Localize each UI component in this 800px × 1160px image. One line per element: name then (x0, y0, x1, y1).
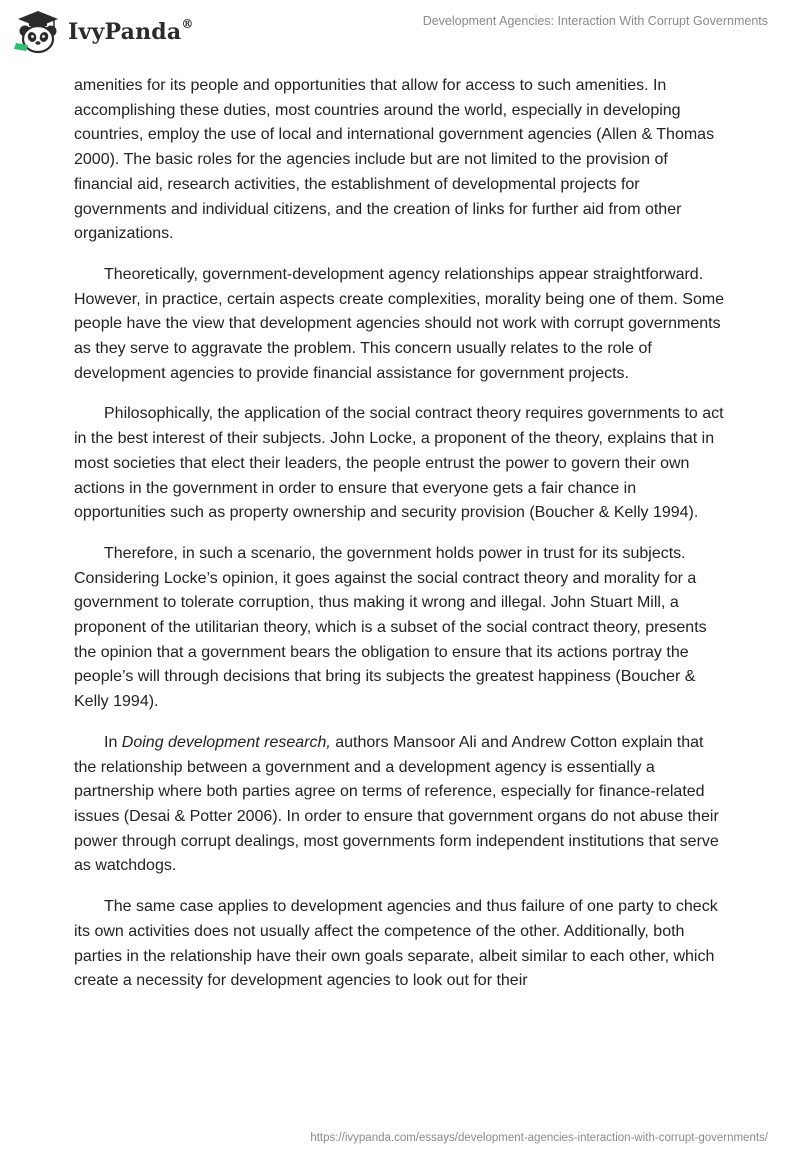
page-header (0, 0, 800, 64)
paragraph-6: The same case applies to development agencies and thus failure of one party to check its own activities does not usually affect the competence of the other. Additionally, both parties in the relationship have their own goals separate, albeit similar to each other, which create a necessity for development agencies to look out for their (74, 898, 718, 990)
logo-wordmark: IvyPanda® (68, 17, 194, 45)
paragraph-1: amenities for its people and opportunities that allow for access to such amenities. In accomplishing these duties, most countries around the world, especially in developing countries, employ the use of local and international government agencies (Allen & Thomas 2000). The basic roles for the agencies include but are not limited to the provision of financial aid, research activities, the establishment of developmental projects for governments and individual citizens, and the creation of links for further aid from other organizations. (74, 77, 715, 243)
paragraph-4: Therefore, in such a scenario, the government holds power in trust for its subjects. Considering Locke’s opinion, it goes against the social contract theory and morality for a government to tolerate corruption, thus making it wrong and illegal. John Stuart Mill, a proponent of the utilitarian theory, which is a subset of the social contract theory, presents the opinion that a government bears the obligation to ensure that its actions portray the people’s will through decisions that bring its subjects the greatest happiness (Boucher & Kelly 1994). (74, 544, 707, 711)
paragraph-5 (74, 731, 726, 879)
paragraph-5-text: authors Mansoor Ali and Andrew Cotton explain that the relationship between a government and a development agency is essentially a partnership where both parties agree on terms of reference, especially for finance-related issues (Desai & Potter 2006). In order to ensure that government organs do not abuse their power through corrupt dealings, most governments form independent institutions that serve as watchdogs. (74, 733, 719, 875)
document-title: Development Agencies: Interaction With Corrupt Governments (422, 14, 768, 28)
ivypanda-logo[interactable] (14, 8, 194, 56)
article-body (74, 74, 726, 1010)
paragraph-2: Theoretically, government-development agency relationships appear straightforward. However, in practice, certain aspects create complexities, morality being one of them. Some people have the view that development agencies should not work with corrupt governments as they serve to aggravate the problem. This concern usually relates to the role of development agencies to provide financial assistance for government projects. (74, 265, 725, 382)
source-url[interactable]: https://ivypanda.com/essays/development-agencies-interaction-with-corrupt-governments/ (310, 1132, 768, 1144)
book-title: Doing development research, (121, 733, 331, 751)
panda-graduate-icon (14, 9, 62, 55)
paragraph-5-prefix: In (104, 733, 122, 751)
paragraph-3: Philosophically, the application of the social contract theory requires governments to act in the best interest of their subjects. John Locke, a proponent of the theory, explains that in most societies that elect their leaders, the people entrust the power to govern their own actions in the government in order to ensure that everyone gets a fair chance in opportunities such as property ownership and security provision (Boucher & Kelly 1994). (74, 405, 724, 522)
registered-mark: ® (181, 17, 194, 31)
